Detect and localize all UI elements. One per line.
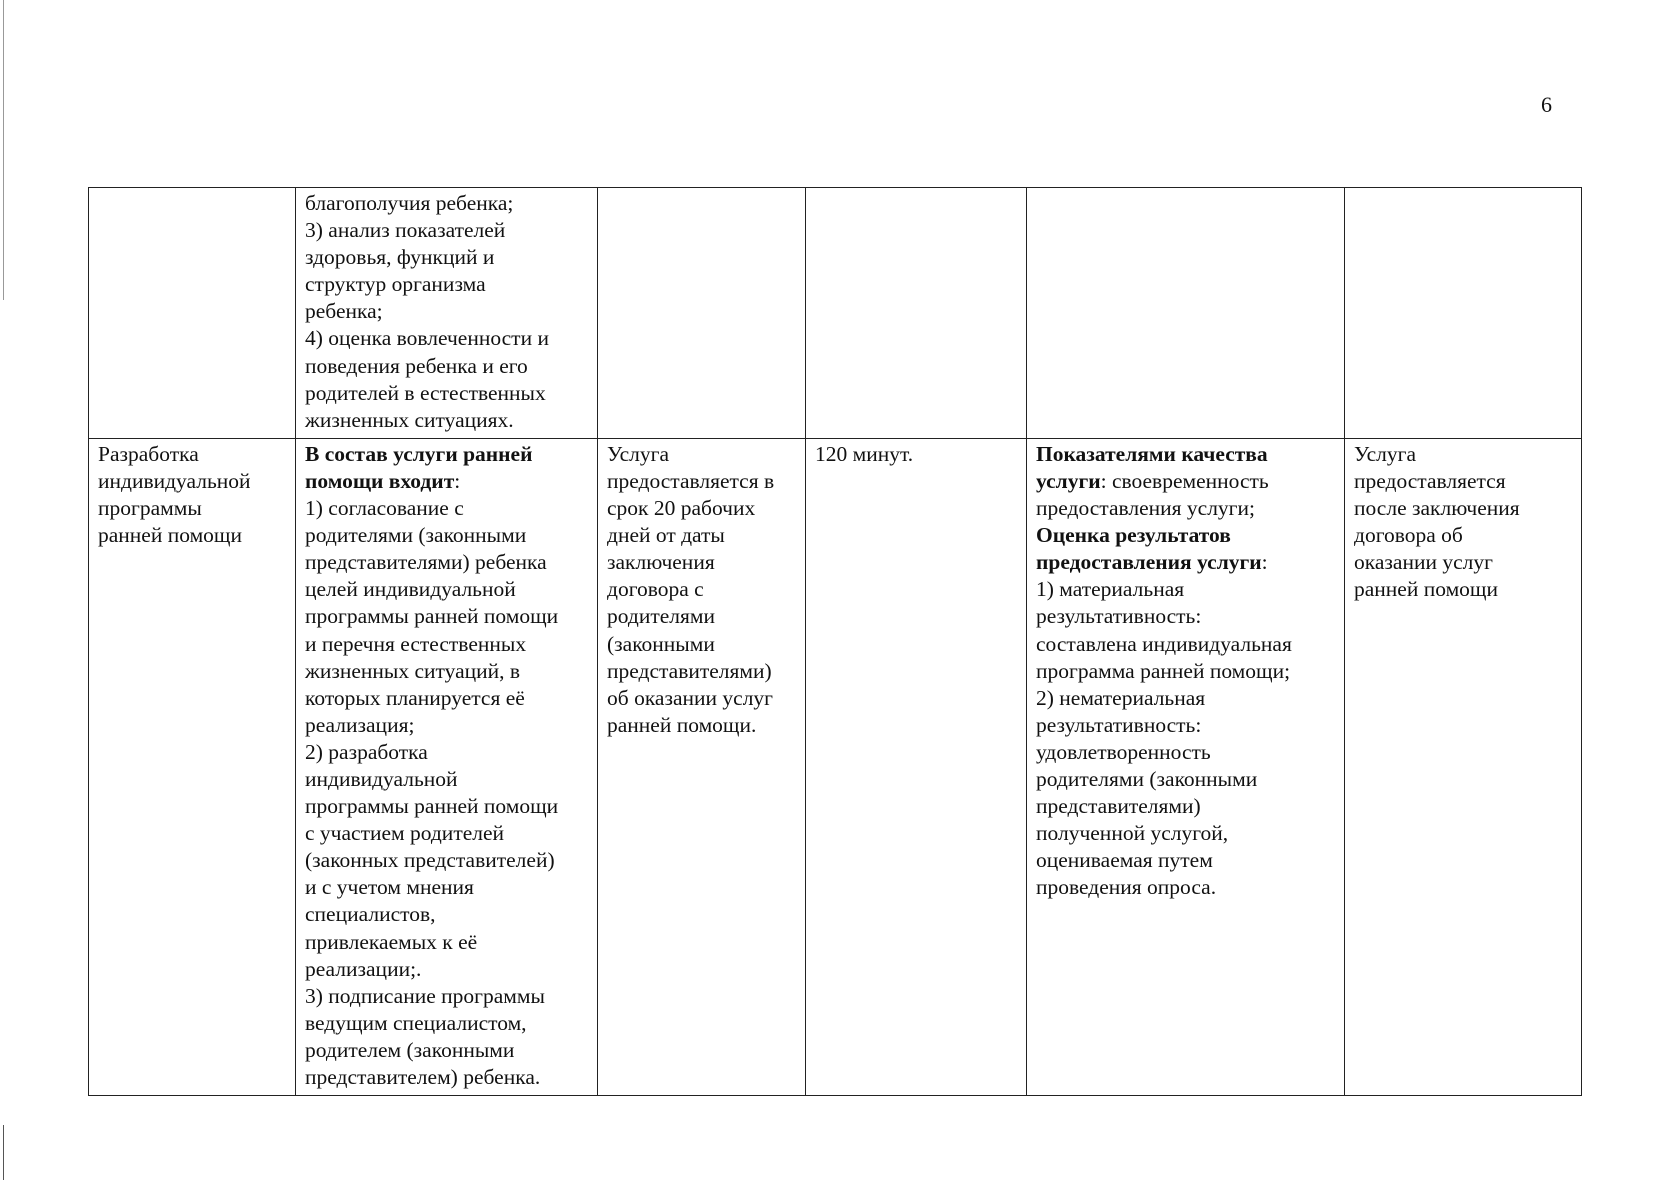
term-rest: : своевременность	[1100, 468, 1269, 493]
text-line: удовлетворенность	[1036, 739, 1211, 764]
text-line: программа ранней помощи;	[1036, 658, 1291, 683]
text-line: предоставляется в	[607, 468, 775, 493]
scan-edge-line	[3, 1125, 4, 1180]
cell-term	[598, 438, 806, 1095]
services-table	[88, 187, 1582, 1096]
text-line: проведения опроса.	[1036, 875, 1217, 900]
text-line: индивидуальной	[98, 468, 251, 493]
text-line: целей индивидуальной	[305, 577, 516, 602]
text-line: и перечня естественных	[305, 631, 527, 656]
text-line: дней от даты	[607, 523, 725, 548]
text-line: полученной услугой,	[1036, 821, 1229, 846]
text-line: составлена индивидуальная	[1036, 631, 1292, 656]
text-line: 4) оценка вовлеченности и	[305, 326, 549, 351]
table-row	[89, 438, 1582, 1095]
term-rest: :	[1261, 550, 1268, 575]
scan-edge-line	[3, 0, 4, 300]
text-line: программы ранней помощи	[305, 794, 559, 819]
bold-term: предоставления услуги	[1036, 550, 1262, 575]
text-line: 1) согласование с	[305, 496, 464, 521]
text-line: представителем) ребенка.	[305, 1065, 541, 1089]
cell-duration	[806, 438, 1027, 1095]
text-line: Разработка	[98, 441, 199, 466]
cell-conditions	[1345, 188, 1582, 439]
text-line: реализация;	[305, 712, 415, 737]
text-line: родителями (законными	[305, 523, 527, 548]
text-line: 3) подписание программы	[305, 983, 545, 1008]
text-line	[1036, 549, 1335, 576]
text-line: 2) разработка	[305, 739, 428, 764]
cell-quality-indicators	[1027, 438, 1345, 1095]
text-line: программы	[98, 496, 202, 521]
text-line: специалистов,	[305, 902, 436, 927]
cell-conditions	[1345, 438, 1582, 1095]
text-line: 120 минут.	[815, 441, 914, 466]
bold-term: услуги	[1036, 468, 1101, 493]
text-line: родителем (законными	[305, 1037, 515, 1062]
page-number: 6	[1541, 92, 1552, 117]
term-rest: :	[454, 468, 461, 493]
text-line: оказании услуг	[1354, 550, 1493, 575]
text-line	[1036, 468, 1335, 495]
text-line: Показателями качества	[1036, 441, 1268, 466]
cell-duration	[806, 188, 1027, 439]
text-line: благополучия ребенка;	[305, 191, 514, 215]
text-line: жизненных ситуациях.	[305, 407, 514, 432]
text-line: оцениваемая путем	[1036, 848, 1213, 873]
text-line: Услуга	[1354, 441, 1417, 466]
text-line: результативность:	[1036, 712, 1202, 737]
text-line: срок 20 рабочих	[607, 496, 756, 521]
text-line: договора с	[607, 577, 704, 602]
cell-quality-indicators	[1027, 188, 1345, 439]
text-line: представителями) ребенка	[305, 550, 547, 575]
text-line: 3) анализ показателей	[305, 218, 506, 243]
cell-service-content	[296, 438, 598, 1095]
text-line: программы ранней помощи	[305, 604, 559, 629]
text-line: поведения ребенка и его	[305, 353, 528, 378]
text-line	[305, 468, 588, 495]
text-line: ведущим специалистом,	[305, 1010, 527, 1035]
text-line: В состав услуги ранней	[305, 441, 533, 466]
text-line: ранней помощи.	[607, 712, 757, 737]
text-line: ребенка;	[305, 299, 383, 324]
text-line: реализации;.	[305, 956, 422, 981]
text-line: после заключения	[1354, 496, 1520, 521]
text-line: Услуга	[607, 441, 670, 466]
text-line: индивидуальной	[305, 766, 458, 791]
text-line: (законных представителей)	[305, 848, 555, 873]
text-line: здоровья, функций и	[305, 245, 495, 270]
text-line: привлекаемых к её	[305, 929, 478, 954]
text-line: предоставляется	[1354, 468, 1506, 493]
text-line: ранней помощи	[1354, 577, 1498, 602]
table-row	[89, 188, 1582, 439]
bold-term: помощи входит	[305, 468, 455, 493]
text-line: 2) нематериальная	[1036, 685, 1206, 710]
text-line: родителями (законными	[1036, 766, 1258, 791]
text-line: Оценка результатов	[1036, 523, 1231, 548]
text-line: представителями)	[1036, 794, 1201, 819]
text-line: родителей в естественных	[305, 380, 546, 405]
text-line: и с учетом мнения	[305, 875, 474, 900]
cell-service-name	[89, 438, 296, 1095]
cell-service-name	[89, 188, 296, 439]
text-line: представителями)	[607, 658, 772, 683]
text-line: предоставления услуги;	[1036, 496, 1255, 521]
text-line: заключения	[607, 550, 715, 575]
cell-service-content	[296, 188, 598, 439]
text-line: с участием родителей	[305, 821, 505, 846]
text-line: результативность:	[1036, 604, 1202, 629]
text-line: структур организма	[305, 272, 486, 297]
text-line: (законными	[607, 631, 715, 656]
text-line: родителями	[607, 604, 715, 629]
text-line: 1) материальная	[1036, 577, 1185, 602]
text-line: об оказании услуг	[607, 685, 773, 710]
text-line: жизненных ситуаций, в	[305, 658, 521, 683]
text-line: договора об	[1354, 523, 1463, 548]
cell-term	[598, 188, 806, 439]
text-line: ранней помощи	[98, 523, 242, 548]
text-line: которых планируется её	[305, 685, 525, 710]
